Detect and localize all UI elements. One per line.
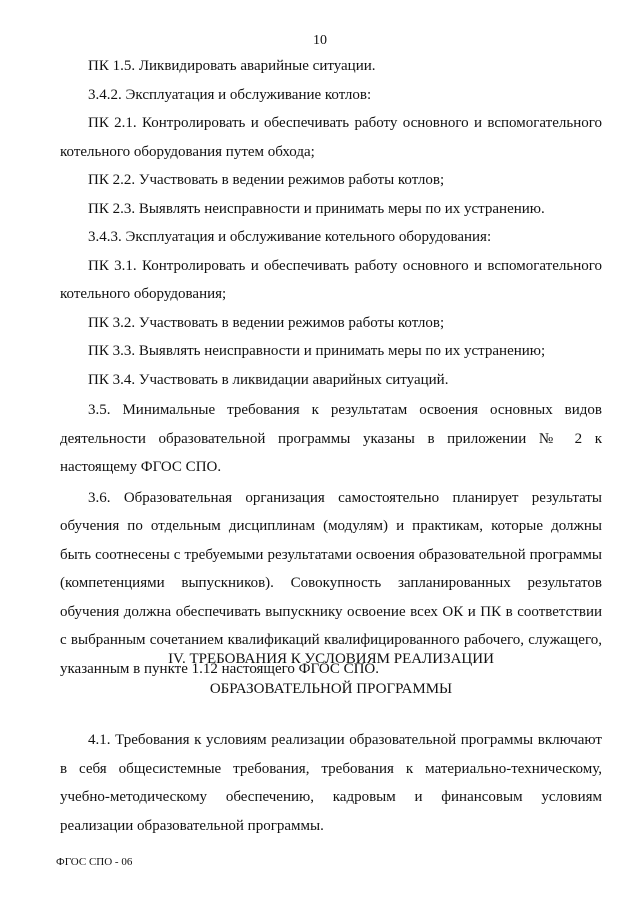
section-4-heading-line-1: IV. ТРЕБОВАНИЯ К УСЛОВИЯМ РЕАЛИЗАЦИИ bbox=[168, 651, 494, 667]
paragraph-3-4-2: 3.4.2. Эксплуатация и обслуживание котлов: bbox=[88, 86, 372, 103]
document-footer: ФГОС СПО - 06 bbox=[56, 856, 133, 868]
paragraph-pk-3-3: ПК 3.3. Выявлять неисправности и принимать меры по их устранению; bbox=[88, 343, 546, 359]
section-4-heading-line-2: ОБРАЗОВАТЕЛЬНОЙ ПРОГРАММЫ bbox=[209, 681, 453, 697]
paragraph-pk-2-2: ПК 2.2. Участвовать в ведении режимов работы котлов; bbox=[88, 172, 445, 188]
paragraph-pk-3-1: ПК 3.1. Контролировать и обеспечивать работу основного и вспомогательного котельного оборудования; bbox=[60, 257, 602, 302]
paragraph-3-4-3: 3.4.3. Эксплуатация и обслуживание котельного оборудования: bbox=[88, 229, 492, 245]
paragraph-3-6: 3.6. Образовательная организация самостоятельно планирует результаты обучения по отдельным дисциплинам (модулям) и практикам, которые должны быть соотнесены с требуемыми результатами освоения образовательной программы (компетенциями выпускников). Совокупность запланированных результатов обучения должна обеспечивать выпускнику освоение всех ОК и ПК в соответствии с выбранным сочетанием квалификаций квалифицированного рабочего, служащего, указанным в пункте 1.12 настоящего ФГОС СПО. bbox=[60, 489, 602, 677]
page-number: 10 bbox=[313, 33, 327, 48]
section-4-heading bbox=[60, 644, 602, 704]
section-4-content bbox=[60, 726, 602, 840]
paragraph-4-1: 4.1. Требования к условиям реализации образовательной программы включают в себя общесистемные требования, требования к материально-техническому, учебно-методическому обеспечению, кадровым и финансовым условиям реализации образовательной программы. bbox=[60, 732, 602, 834]
paragraph-pk-2-1: ПК 2.1. Контролировать и обеспечивать работу основного и вспомогательного котельного оборудования путем обхода; bbox=[60, 115, 602, 160]
paragraph-3-5: 3.5. Минимальные требования к результатам освоения основных видов деятельности образовательной программы указаны в приложении № 2 к настоящему ФГОС СПО. bbox=[60, 402, 602, 475]
paragraph-pk-3-2: ПК 3.2. Участвовать в ведении режимов работы котлов; bbox=[88, 314, 445, 331]
paragraph-pk-3-4: ПК 3.4. Участвовать в ликвидации аварийных ситуаций. bbox=[88, 371, 449, 388]
section-3-content bbox=[60, 52, 602, 683]
paragraph-pk-2-3: ПК 2.3. Выявлять неисправности и принимать меры по их устранению. bbox=[88, 200, 545, 217]
paragraph-pk-1-5: ПК 1.5. Ликвидировать аварийные ситуации. bbox=[88, 58, 376, 74]
